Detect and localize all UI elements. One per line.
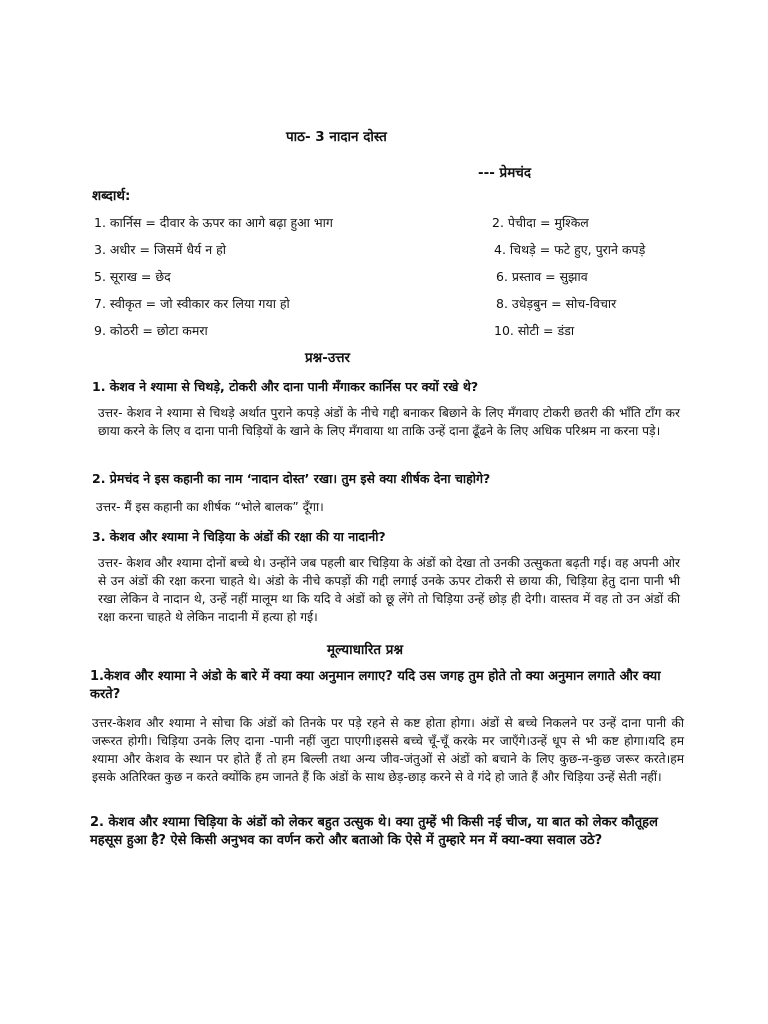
answer: उत्तर- केशव और श्यामा दोनों बच्चे थे। उन्होंने जब पहली बार चिड़िया के अंडों को देखा तो उनकी उत्सुकता बढ़ती गई। वह अपनी ओर से उन अंडों की रक्षा करना चाहते थे। अंडो के नीचे कपड़ों की गद्दी लगाई उनके ऊपर टोकरी से छाया की, चिड़िया हेतु दाना पानी भी रखा लेकिन वे नादान थे, उन्हें नहीं मालूम था कि यदि वे अंडों को छू लेंगे तो चिड़िया उन्हें छोड़ ही देगी। वास्तव में वह तो उन अंडों की रक्षा करना चाहते थे लेकिन नादानी में हत्या हो गई। [98,556,680,624]
vocabulary-heading: शब्दार्थ: [92,188,131,204]
question: 1. केशव ने श्यामा से चिथड़े, टोकरी और दाना पानी मँगाकर कार्निस पर क्यों रखे थे? [92,379,479,394]
answer: उत्तर-केशव और श्यामा ने सोचा कि अंडों को तिनके पर पड़े रहने से कष्ट होता होगा। अंडों से बच्चे निकलने पर उन्हें दाना पानी की जरूरत होगी। चिड़िया उनके लिए दाना -पानी नहीं जुटा पाएगी।इससे बच्चे चूँ-चूँ करके मर जाएँगे।उन्हें धूप से भी कष्ट होगा।यदि हम श्यामा और केशव के स्थान पर होते हैं तो हम बिल्ली तथा अन्य जीव-जंतुओं से अंडों को बचाने के लिए कुछ-न-कुछ जरूर करते।हम इसके अतिरिक्त कुछ न करते क्योंकि हम जानते हैं कि अंडों के साथ छेड़-छाड़ करने से वे गंदे हो जाते हैं और चिड़िया उन्हें सेती नहीं। [92,716,684,784]
value-section-heading: मूल्याधारित प्रश्न [327,642,404,658]
question: 1.केशव और श्यामा ने अंडो के बारे में क्या क्या अनुमान लगाए? यदि उस जगह तुम होते तो क्या अनुमान लगाते और क्या करते? [90,669,661,702]
vocab-item: 5. सूराख = छेद [94,269,171,284]
vocab-item: 7. स्वीकृत = जो स्वीकार कर लिया गया हो [94,296,290,311]
vocab-item: 6. प्रस्ताव = सुझाव [496,269,588,284]
question: 3. केशव और श्यामा ने चिड़िया के अंडों की रक्षा की या नादानी? [92,529,386,544]
answer: उत्तर- केशव ने श्यामा से चिथड़े अर्थात पुराने कपड़े अंडों के नीचे गद्दी बनाकर बिछाने के लिए मँगवाए टोकरी छतरी की भाँति टाँग कर छाया करने के लिए व दाना पानी चिड़ियों के खाने के लिए मँगवाया था ताकि उन्हें दाना ढूँढने के लिए अधिक परिश्रम ना करना पड़े। [98,406,680,438]
vocab-item: 8. उधेड़बुन = सोच-विचार [496,296,617,311]
vocab-item: 9. कोठरी = छोटा कमरा [94,323,208,338]
lesson-title: पाठ- 3 नादान दोस्त [286,129,387,145]
question: 2. केशव और श्यामा चिड़िया के अंडों को लेकर बहुत उत्सुक थे। क्या तुम्हें भी किसी नई चीज, या बात को लेकर कौतूहल महसूस हुआ है? ऐसे किसी अनुभव का वर्णन करो और बताओ कि ऐसे में तुम्हारे मन में क्या-क्या सवाल उठे? [90,815,658,848]
vocab-item: 1. कार्निस = दीवार के ऊपर का आगे बढ़ा हुआ भाग [94,215,333,230]
question: 2. प्रेमचंद ने इस कहानी का नाम ‘नादान दोस्त’ रखा। तुम इसे क्या शीर्षक देना चाहोगे? [92,471,491,486]
vocab-item: 10. सोटी = डंडा [494,323,575,338]
vocab-item: 2. पेचीदा = मुश्किल [492,215,589,230]
author-name: --- प्रेमचंद [478,165,532,181]
qa-section-heading: प्रश्न-उत्तर [305,350,351,366]
vocab-item: 3. अधीर = जिसमें धैर्य न हो [94,242,227,257]
answer: उत्तर- मैं इस कहानी का शीर्षक “भोले बालक” दूँगा। [96,500,324,514]
vocab-item: 4. चिथड़े = फटे हुए, पुराने कपड़े [494,242,646,257]
